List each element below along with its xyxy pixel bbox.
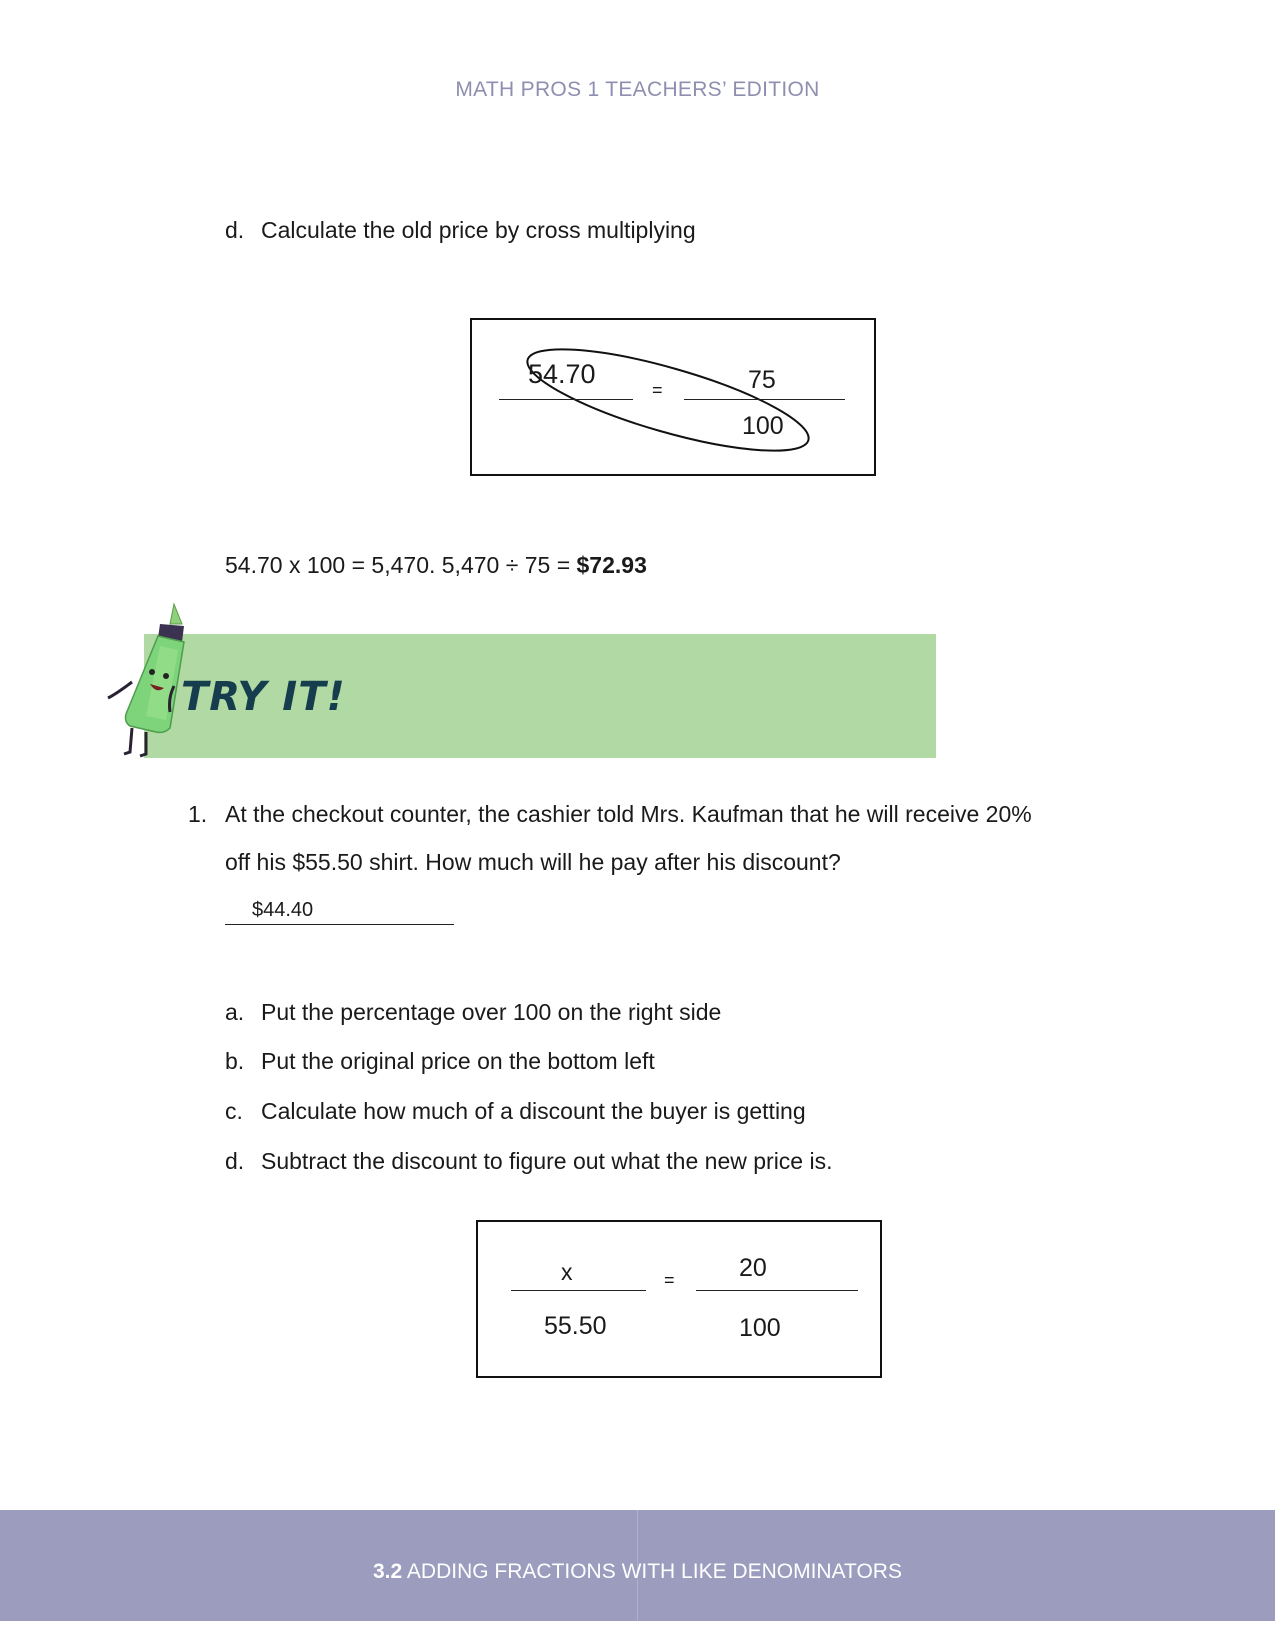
- try-it-label: TRY IT!: [181, 674, 346, 720]
- problem-text-line1: At the checkout counter, the cashier told Mrs. Kaufman that he will receive 20%: [225, 801, 1032, 827]
- proportion-box-2: [476, 1220, 882, 1378]
- fraction-bar-right: [684, 399, 845, 400]
- calculation-text: 54.70 x 100 = 5,470. 5,470 ÷ 75 =: [225, 552, 577, 578]
- step-text: Subtract the discount to figure out what the new price is.: [261, 1148, 833, 1174]
- footer-section-number: 3.2: [373, 1560, 403, 1583]
- fraction-bar-left: [511, 1290, 646, 1291]
- step-marker: c.: [225, 1098, 243, 1124]
- fraction-denominator-left: 55.50: [544, 1312, 607, 1340]
- fraction-numerator-right: 20: [739, 1254, 767, 1282]
- step-marker: d.: [225, 217, 245, 243]
- problem-number: 1.: [188, 801, 208, 827]
- calculation-line: [225, 552, 647, 579]
- answer-line: [225, 924, 454, 925]
- footer-section-name: ADDING FRACTIONS WITH LIKE DENOMINATORS: [406, 1560, 902, 1583]
- step-text: Put the original price on the bottom left: [261, 1048, 655, 1074]
- fraction-numerator-left: x: [561, 1259, 573, 1285]
- fraction-numerator-right: 75: [748, 366, 776, 394]
- fraction-numerator-left: 54.70: [528, 359, 596, 389]
- fraction-bar-right: [696, 1290, 858, 1291]
- step-d: [225, 1148, 833, 1175]
- cross-multiply-ellipse: [470, 318, 876, 476]
- step-a: [225, 999, 721, 1026]
- running-header: MATH PROS 1 TEACHERS’ EDITION: [455, 78, 820, 101]
- problem-text-line2: off his $55.50 shirt. How much will he pay after his discount?: [225, 849, 841, 875]
- step-text: Calculate the old price by cross multiplying: [261, 217, 696, 243]
- step-text: Calculate how much of a discount the buyer is getting: [261, 1098, 806, 1124]
- fraction-denominator-right: 100: [739, 1314, 781, 1342]
- answer-value: $44.40: [252, 899, 314, 921]
- equals-sign: =: [652, 380, 663, 400]
- equals-sign: =: [664, 1270, 675, 1290]
- calculation-result: $72.93: [576, 552, 647, 578]
- fraction-denominator-right: 100: [742, 412, 784, 440]
- step-c: [225, 1098, 806, 1125]
- footer-section-title: [0, 1560, 1275, 1584]
- step-b: [225, 1048, 655, 1075]
- step-marker: a.: [225, 999, 245, 1025]
- problem-1-line1: [188, 801, 1032, 828]
- step-d-top: [225, 217, 696, 244]
- step-marker: d.: [225, 1148, 245, 1174]
- step-text: Put the percentage over 100 on the right side: [261, 999, 722, 1025]
- step-marker: b.: [225, 1048, 245, 1074]
- fraction-bar-left: [499, 399, 633, 400]
